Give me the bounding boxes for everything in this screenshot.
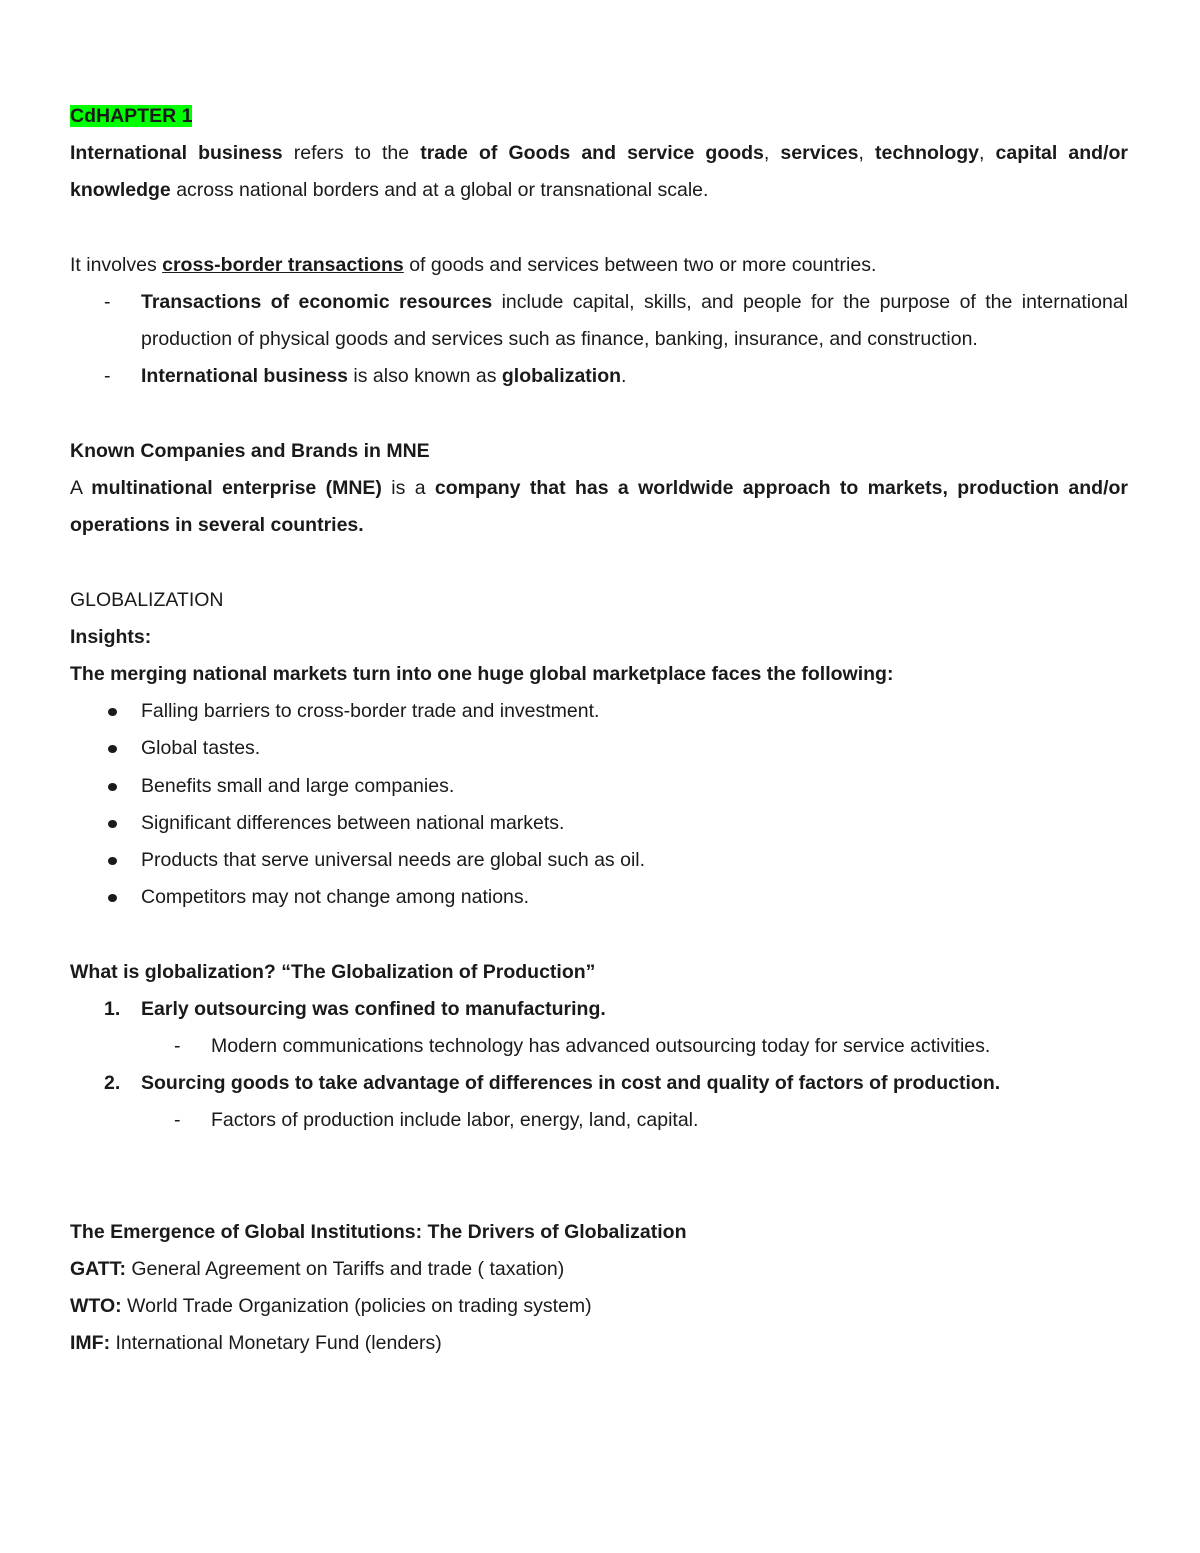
bullet-marker-icon xyxy=(70,879,141,916)
blank-line xyxy=(70,916,1128,953)
numbered-item: 2. Sourcing goods to take advantage of differences in cost and quality of factors of production. xyxy=(70,1065,1128,1102)
blank-line xyxy=(70,396,1128,433)
bullet-marker-icon xyxy=(70,693,141,730)
bullet-marker-icon xyxy=(70,768,141,805)
bullet-item: Falling barriers to cross-border trade and investment. xyxy=(70,693,1128,730)
sub-item: - Factors of production include labor, energy, land, capital. xyxy=(70,1102,1128,1139)
dash-marker: - xyxy=(104,291,111,313)
mne-heading: Known Companies and Brands in MNE xyxy=(70,439,430,462)
bullet-item: Significant differences between national markets. xyxy=(70,805,1128,842)
document-page xyxy=(70,98,1128,1362)
insights-label: Insights: xyxy=(70,625,152,648)
chapter-heading: CdHAPTER 1 xyxy=(70,105,193,127)
institutions-heading: The Emergence of Global Institutions: The Drivers of Globalization xyxy=(70,1220,687,1243)
blank-lines xyxy=(70,1140,1128,1214)
dash-item-text: Transactions of economic resources include capital, skills, and people for the purpose of the international production of physical goods and services such as finance, banking, insurance, and construction. xyxy=(141,291,1129,351)
merging-statement: The merging national markets turn into one huge global marketplace faces the following: xyxy=(70,663,894,685)
blank-line xyxy=(70,210,1128,247)
item-number: 1. xyxy=(104,997,121,1020)
item-number: 2. xyxy=(104,1072,121,1095)
bullet-item: Benefits small and large companies. xyxy=(70,768,1128,805)
bullet-marker-icon xyxy=(70,805,141,842)
numbered-item: 1. Early outsourcing was confined to manufacturing. xyxy=(70,991,1128,1028)
bullet-item: Products that serve universal needs are global such as oil. xyxy=(70,842,1128,879)
bullet-marker-icon xyxy=(70,730,141,767)
bullet-list xyxy=(70,693,1128,916)
bullet-item: Global tastes. xyxy=(70,730,1128,767)
dash-item-text: International business is also known as globalization. xyxy=(141,365,627,388)
institution-line: GATT: General Agreement on Tariffs and trade ( taxation) xyxy=(70,1257,565,1280)
mne-paragraph: A multinational enterprise (MNE) is a company that has a worldwide approach to markets, production and/or operations in several countries. xyxy=(70,477,1128,537)
blank-line xyxy=(70,544,1128,581)
dash-list-item xyxy=(70,284,1128,358)
dash-list-item xyxy=(70,358,1128,395)
production-heading: What is globalization? “The Globalization of Production” xyxy=(70,960,596,983)
dash-marker: - xyxy=(174,1109,181,1132)
bullet-item: Competitors may not change among nations. xyxy=(70,879,1128,916)
involves-paragraph: It involves cross-border transactions of goods and services between two or more countries. xyxy=(70,253,877,276)
institution-line: IMF: International Monetary Fund (lenders) xyxy=(70,1332,442,1355)
dash-marker: - xyxy=(104,365,111,388)
institution-line: WTO: World Trade Organization (policies on trading system) xyxy=(70,1295,592,1318)
dash-marker: - xyxy=(174,1035,181,1058)
intro-paragraph: International business refers to the trade of Goods and service goods, services, technology, capital and/or knowledge across national borders and at a global or transnational scale. xyxy=(70,142,1128,202)
globalization-heading: GLOBALIZATION xyxy=(70,588,224,611)
sub-item: - Modern communications technology has advanced outsourcing today for service activities. xyxy=(70,1028,1128,1065)
bullet-marker-icon xyxy=(70,842,141,879)
